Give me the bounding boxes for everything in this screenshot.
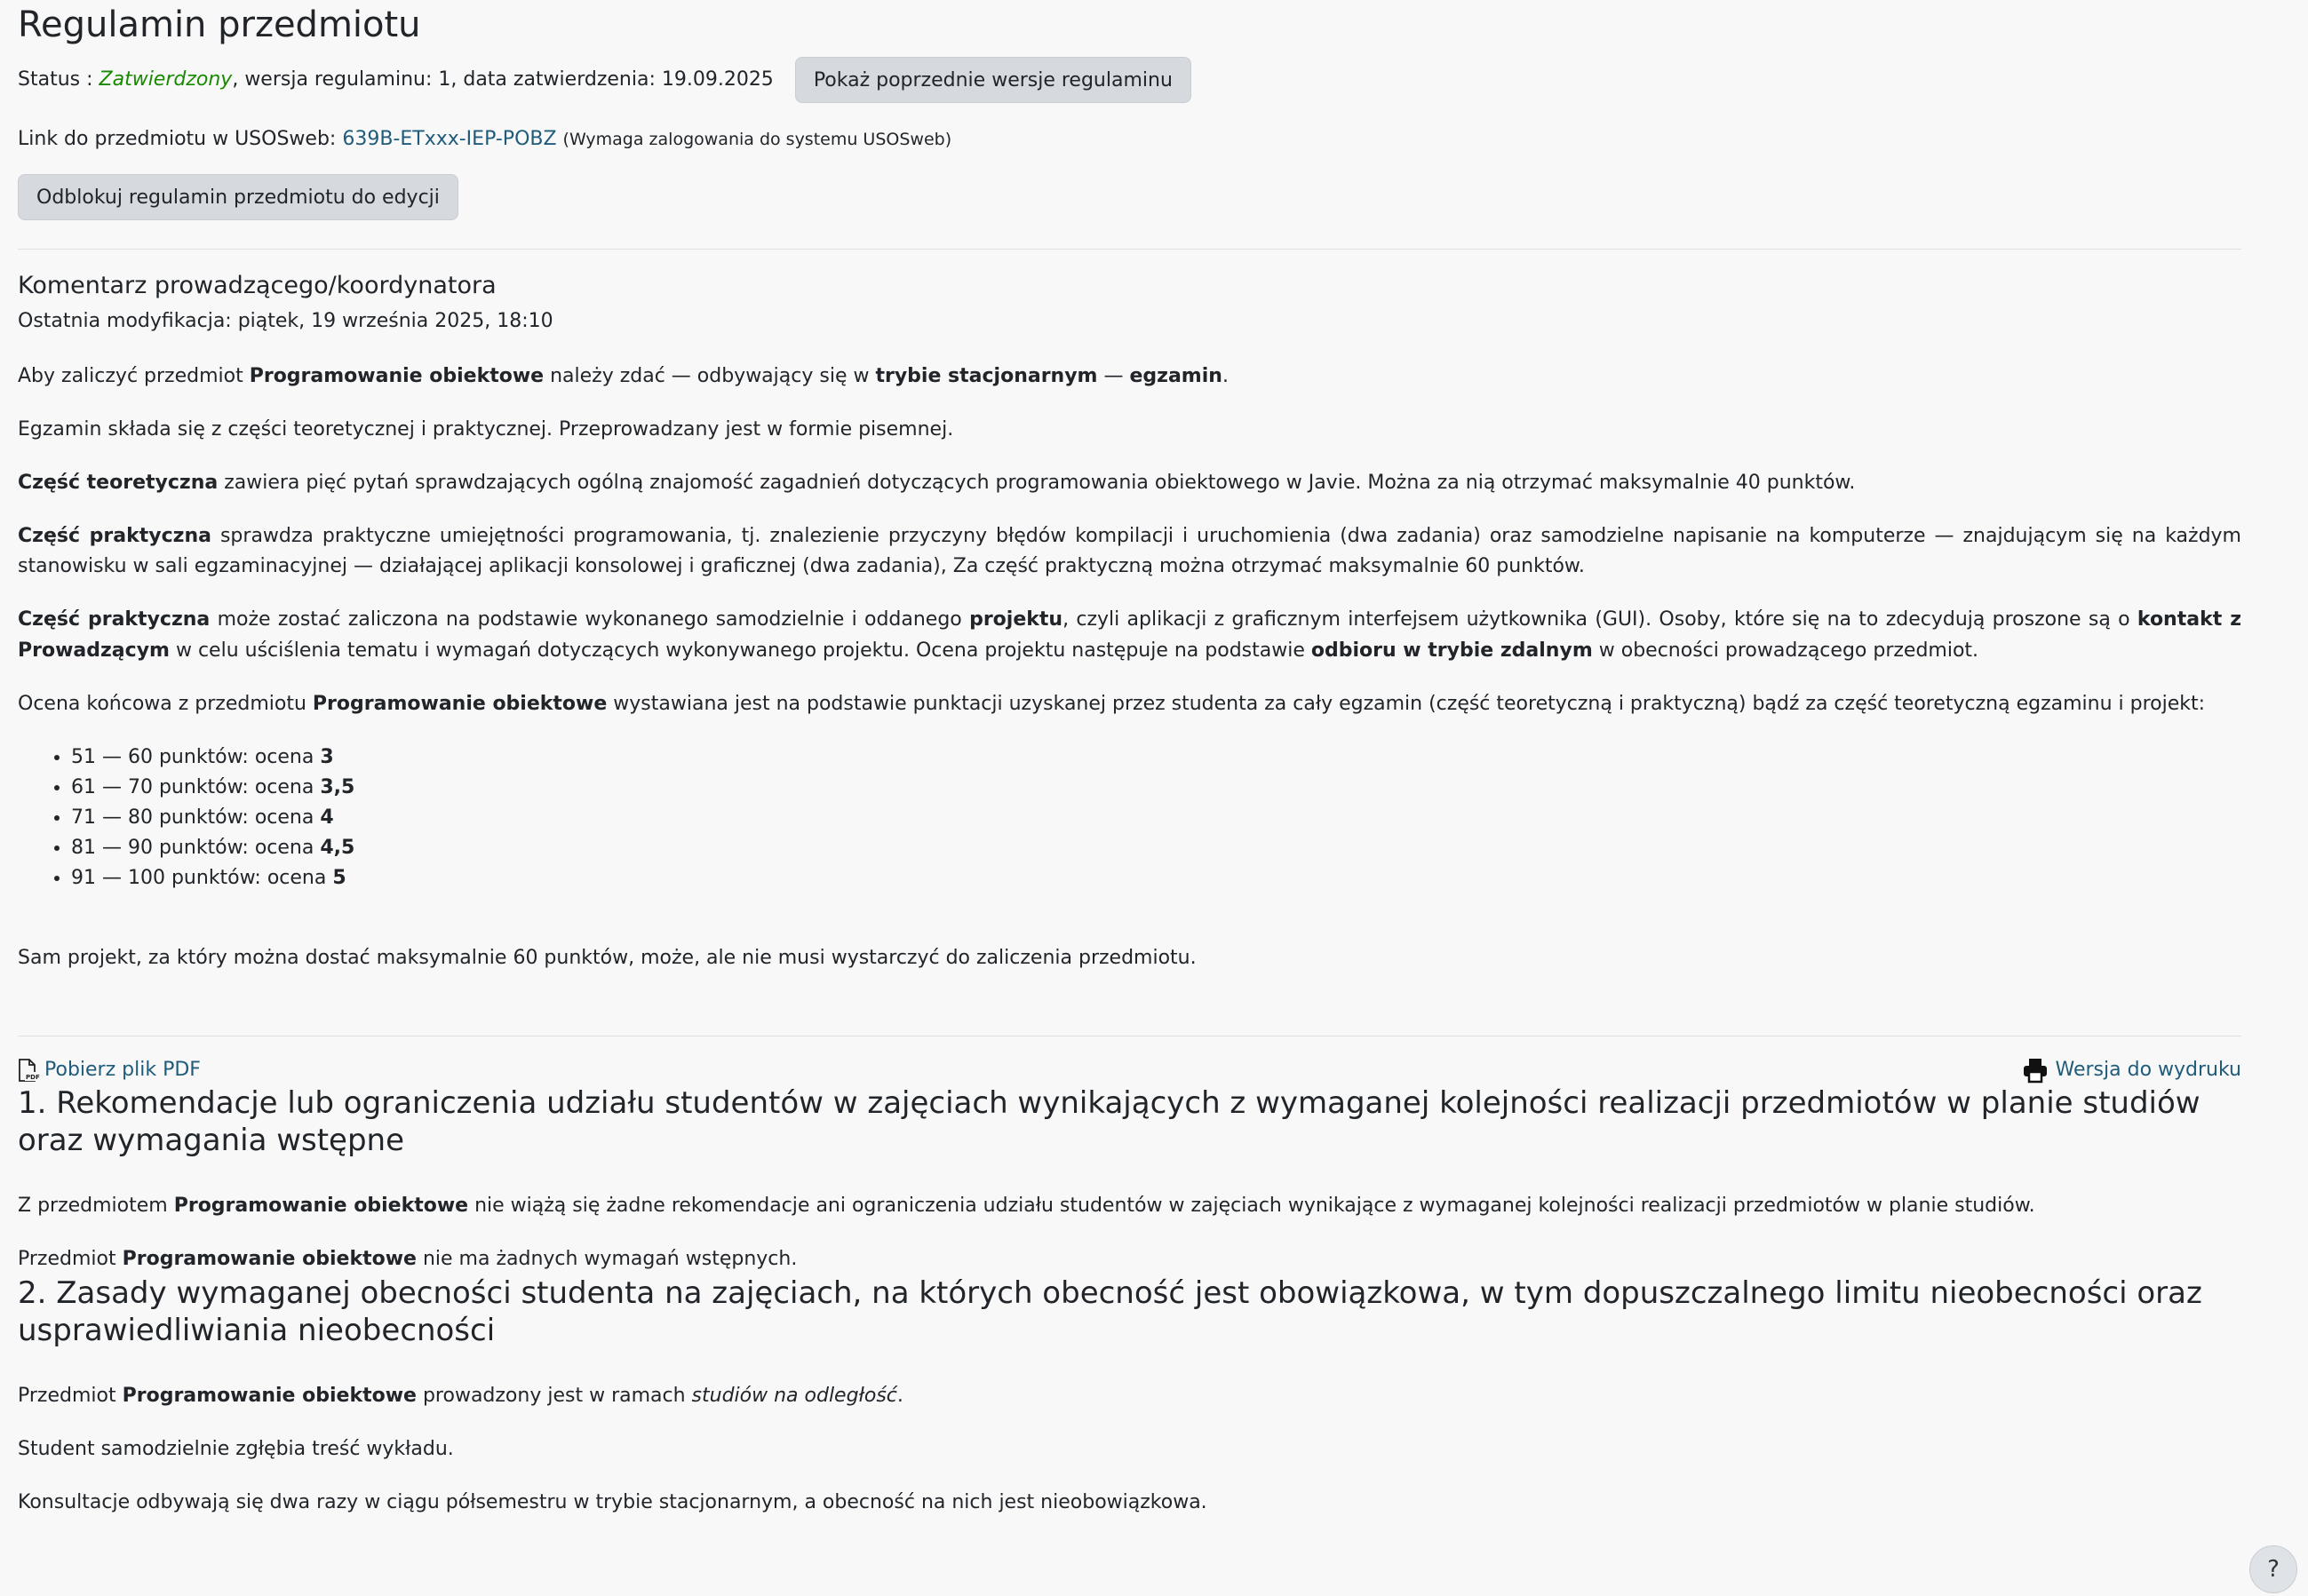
course-name: Programowanie obiektowe <box>122 1247 417 1270</box>
course-name: Programowanie obiektowe <box>122 1385 417 1408</box>
comment-heading: Komentarz prowadzącego/koordynatora <box>18 272 497 300</box>
svg-text:PDF: PDF <box>26 1073 40 1081</box>
comment-paragraph <box>18 689 2241 719</box>
status-details: , wersja regulaminu: 1, data zatwierdzenia: 19.09.2025 <box>232 67 774 91</box>
text: może zostać zaliczona na podstawie wykonanego samodzielnie i oddanego <box>210 608 970 631</box>
text: należy zdać — odbywający się w <box>544 364 876 387</box>
bold-text: Część teoretyczna <box>18 472 219 495</box>
usos-link-row <box>18 124 2241 155</box>
actions-row <box>18 1056 2241 1084</box>
section-2-heading: 2. Zasady wymaganej obecności studenta na zajęciach, na których obecność jest obowiązkowa, w tym dopuszczalnego limitu nieobecności oraz usprawiedliwiania nieobecności <box>18 1275 2202 1349</box>
list-item <box>71 742 2241 773</box>
comment-paragraph: Egzamin składa się z części teoretycznej i praktycznej. Przeprowadzany jest w formie pisemnej. <box>18 418 954 441</box>
pdf-file-icon <box>18 1059 40 1082</box>
list-item <box>71 863 2241 893</box>
section-1-heading: 1. Rekomendacje lub ograniczenia udziału studentów w zajęciach wynikających z wymaganej kolejności realizacji przedmiotów w planie studiów oraz wymagania wstępne <box>18 1084 2201 1158</box>
grade-range: 61 — 70 punktów: ocena <box>71 775 321 798</box>
text: Przedmiot <box>18 1247 123 1270</box>
unlock-wrap <box>18 174 2241 220</box>
course-name: Programowanie obiektowe <box>173 1194 469 1217</box>
grade-value: 3,5 <box>320 775 355 798</box>
text: Przedmiot <box>18 1385 123 1408</box>
grades-list <box>18 742 2241 893</box>
help-button[interactable]: ? <box>2249 1545 2297 1593</box>
comment-paragraph <box>18 468 2241 498</box>
text: nie wiążą się żadne rekomendacje ani ograniczenia udziału studentów w zajęciach wynikające z wymaganej kolejności realizacji przedmiotów w planie studiów. <box>468 1194 2035 1217</box>
list-item <box>71 773 2241 803</box>
bold-text: trybie stacjonarnym <box>875 364 1098 387</box>
unlock-edit-button[interactable]: Odblokuj regulamin przedmiotu do edycji <box>18 174 458 220</box>
text: , czyli aplikacji z graficznym interfejsem użytkownika (GUI). Osoby, które się na to zdecydują proszone są o <box>1062 608 2137 631</box>
grade-range: 51 — 60 punktów: ocena <box>71 745 321 768</box>
comment-paragraph <box>18 605 2241 665</box>
grade-range: 81 — 90 punktów: ocena <box>71 836 321 859</box>
download-pdf-label: Pobierz plik PDF <box>44 1058 201 1081</box>
text: w celu uściślenia tematu i wymagań dotyczących wykonywanego projektu. Ocena projektu następuje na podstawie <box>169 639 1311 662</box>
bold-text: odbioru w trybie zdalnym <box>1310 639 1593 662</box>
bold-text: Część praktyczna <box>18 525 211 548</box>
grade-value: 5 <box>332 866 346 889</box>
text: nie ma żadnych wymagań wstępnych. <box>416 1247 798 1270</box>
text: — <box>1097 364 1130 387</box>
status-text <box>18 65 774 95</box>
page-title: Regulamin przedmiotu <box>18 4 421 45</box>
main-content <box>18 0 2241 1518</box>
text: wystawiana jest na podstawie punktacji uzyskanej przez studenta za cały egzamin (część teoretyczną i praktyczną) bądź za część teoretyczną egzaminu i projekt: <box>607 692 2206 715</box>
usos-link-label: Link do przedmiotu w USOSweb: <box>18 128 343 150</box>
status-label: Status : <box>18 67 99 91</box>
bold-text: projektu <box>969 608 1063 631</box>
italic-text: studiów na odległość <box>691 1385 897 1408</box>
section-2-paragraph: Konsultacje odbywają się dwa razy w ciągu półsemestru w trybie stacjonarnym, a obecność na nich jest nieobowiązkowa. <box>18 1491 1207 1514</box>
comment-paragraph: Sam projekt, za który można dostać maksymalnie 60 punktów, może, ale nie musi wystarczyć do zaliczenia przedmiotu. <box>18 946 1197 969</box>
text: Aby zaliczyć przedmiot <box>18 364 250 387</box>
grade-value: 3 <box>320 745 334 768</box>
grade-value: 4 <box>320 806 334 829</box>
print-version-link[interactable] <box>2022 1055 2241 1085</box>
section-2-paragraph <box>18 1381 2241 1411</box>
bold-text: Część praktyczna <box>18 608 211 631</box>
printer-icon <box>2022 1057 2049 1084</box>
grade-range: 71 — 80 punktów: ocena <box>71 806 321 829</box>
previous-versions-button[interactable]: Pokaż poprzednie wersje regulaminu <box>795 57 1191 103</box>
download-pdf-link[interactable] <box>18 1055 201 1085</box>
section-1-paragraph <box>18 1191 2241 1221</box>
text: w obecności prowadzącego przedmiot. <box>1592 639 1979 662</box>
last-modified: Ostatnia modyfikacja: piątek, 19 września 2025, 18:10 <box>18 309 553 332</box>
section-1-paragraph <box>18 1244 2241 1274</box>
text: sprawdza praktyczne umiejętności programowania, tj. znalezienie przyczyny błędów kompilacji i uruchomienia (dwa zadania) oraz samodzielne napisanie na komputerze — znajdującym się na każdym stanowisku w sali egzaminacyjnej — działającej aplikacji konsolowej i graficznej (dwa zadania), Za część praktyczną można otrzymać maksymalnie 60 punktów. <box>18 525 2241 578</box>
print-version-label: Wersja do wydruku <box>2055 1058 2241 1081</box>
text: prowadzony jest w ramach <box>416 1385 692 1408</box>
course-name: Programowanie obiektowe <box>312 692 608 715</box>
comment-paragraph <box>18 521 2241 582</box>
bold-text: kontakt z Prowadzącym <box>18 608 2242 662</box>
usos-login-note: (Wymaga zalogowania do systemu USOSweb) <box>562 130 952 149</box>
list-item <box>71 803 2241 833</box>
text: Z przedmiotem <box>18 1194 174 1217</box>
course-name: Programowanie obiektowe <box>249 364 545 387</box>
status-value: Zatwierdzony <box>99 67 233 91</box>
grade-value: 4,5 <box>320 836 355 859</box>
usos-course-link[interactable]: 639B-ETxxx-IEP-POBZ <box>342 128 557 150</box>
section-2-paragraph: Student samodzielnie zgłębia treść wykładu. <box>18 1438 454 1461</box>
text: . <box>896 1385 903 1408</box>
text: Ocena końcowa z przedmiotu <box>18 692 313 715</box>
grade-range: 91 — 100 punktów: ocena <box>71 866 333 889</box>
comment-paragraph <box>18 361 2241 392</box>
text: zawiera pięć pytań sprawdzających ogólną znajomość zagadnień dotyczących programowania obiektowego w Javie. Można za nią otrzymać maksymalnie 40 punktów. <box>218 472 1856 495</box>
status-row <box>18 57 2241 103</box>
list-item <box>71 833 2241 863</box>
divider <box>18 249 2241 250</box>
text: . <box>1222 364 1229 387</box>
bold-text: egzamin <box>1129 364 1222 387</box>
